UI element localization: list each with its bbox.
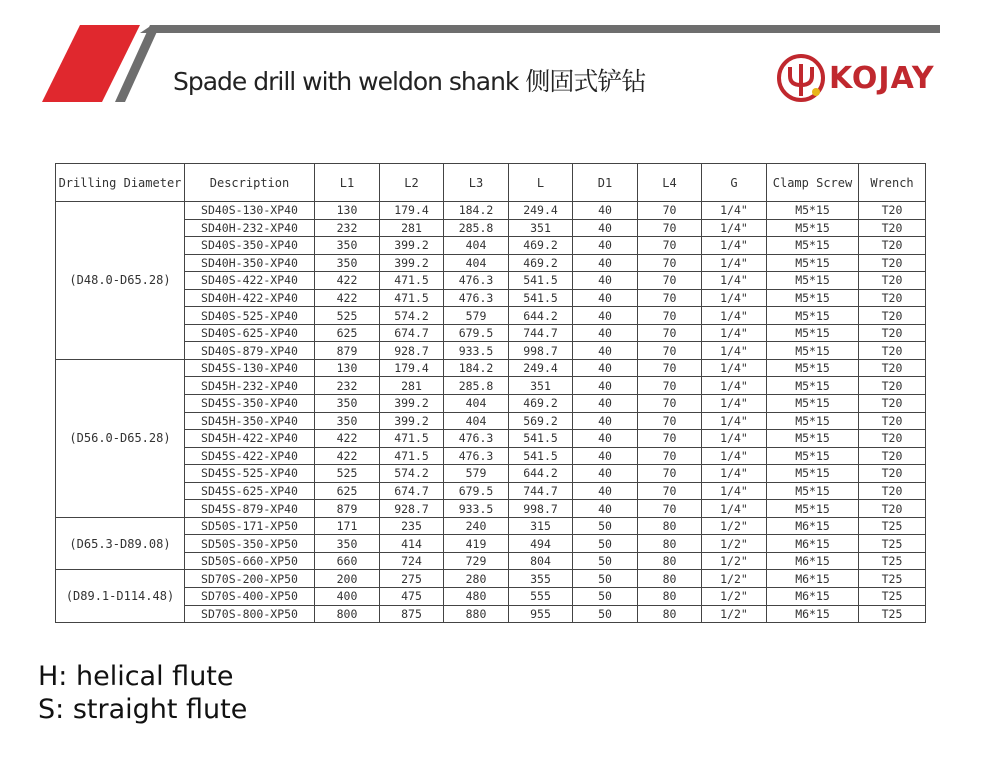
table-cell: 875 [380, 605, 444, 623]
table-cell: 70 [638, 307, 702, 325]
drilling-diameter-cell: (D48.0-D65.28) [56, 202, 185, 360]
table-cell: M5*15 [767, 219, 859, 237]
table-cell: 40 [573, 219, 638, 237]
table-cell: 70 [638, 412, 702, 430]
table-cell: M6*15 [767, 570, 859, 588]
table-cell: 80 [638, 605, 702, 623]
table-cell: M5*15 [767, 272, 859, 290]
table-cell: 70 [638, 430, 702, 448]
table-cell: 476.3 [444, 272, 509, 290]
header-cell: D1 [573, 164, 638, 202]
table-cell: 184.2 [444, 359, 509, 377]
table-cell: 70 [638, 202, 702, 220]
table-cell: M5*15 [767, 342, 859, 360]
table-cell: 1/2" [702, 605, 767, 623]
table-cell: 744.7 [509, 324, 573, 342]
table-cell: 1/4" [702, 202, 767, 220]
table-cell: SD40H-422-XP40 [185, 289, 315, 307]
table-cell: 541.5 [509, 289, 573, 307]
table-row [56, 430, 926, 448]
table-cell: 660 [315, 552, 380, 570]
table-cell: T20 [859, 377, 926, 395]
table-cell: 1/4" [702, 324, 767, 342]
table-cell: T25 [859, 570, 926, 588]
table-cell: 281 [380, 219, 444, 237]
table-cell: 249.4 [509, 359, 573, 377]
table-cell: SD45S-130-XP40 [185, 359, 315, 377]
table-cell: 800 [315, 605, 380, 623]
header-cell: G [702, 164, 767, 202]
table-cell: T20 [859, 412, 926, 430]
table-cell: M5*15 [767, 254, 859, 272]
table-cell: 40 [573, 482, 638, 500]
table-cell: 679.5 [444, 482, 509, 500]
table-cell: 50 [573, 588, 638, 606]
table-cell: 249.4 [509, 202, 573, 220]
table-row [56, 254, 926, 272]
table-cell: 471.5 [380, 447, 444, 465]
table-cell: 469.2 [509, 254, 573, 272]
table-cell: 40 [573, 447, 638, 465]
table-cell: 1/4" [702, 289, 767, 307]
table-row [56, 482, 926, 500]
table-row [56, 359, 926, 377]
table-cell: 350 [315, 535, 380, 553]
table-cell: M5*15 [767, 377, 859, 395]
table-cell: M6*15 [767, 605, 859, 623]
table-cell: 928.7 [380, 342, 444, 360]
drilling-diameter-cell: (D89.1-D114.48) [56, 570, 185, 623]
table-cell: 285.8 [444, 219, 509, 237]
table-cell: SD50S-350-XP50 [185, 535, 315, 553]
table-row [56, 588, 926, 606]
table-cell: 40 [573, 465, 638, 483]
table-cell: T20 [859, 307, 926, 325]
table-header-row [56, 164, 926, 202]
table-cell: 350 [315, 237, 380, 255]
table-cell: SD50S-660-XP50 [185, 552, 315, 570]
table-cell: 281 [380, 377, 444, 395]
table-cell: 414 [380, 535, 444, 553]
table-cell: 1/4" [702, 272, 767, 290]
table-cell: T20 [859, 500, 926, 518]
table-cell: T20 [859, 430, 926, 448]
header-cell: Wrench [859, 164, 926, 202]
table-cell: 70 [638, 482, 702, 500]
table-row [56, 447, 926, 465]
table-cell: 350 [315, 412, 380, 430]
table-cell: 422 [315, 447, 380, 465]
table-cell: 70 [638, 342, 702, 360]
table-cell: 1/4" [702, 342, 767, 360]
table-cell: 70 [638, 272, 702, 290]
table-row [56, 342, 926, 360]
table-cell: SD45S-625-XP40 [185, 482, 315, 500]
table-cell: 928.7 [380, 500, 444, 518]
table-cell: 541.5 [509, 447, 573, 465]
table-cell: 469.2 [509, 237, 573, 255]
table-cell: 315 [509, 517, 573, 535]
table-cell: 541.5 [509, 430, 573, 448]
header-cell: L2 [380, 164, 444, 202]
table-cell: T20 [859, 219, 926, 237]
table-cell: 40 [573, 359, 638, 377]
kojay-logo-icon [775, 52, 827, 104]
table-cell: 1/4" [702, 254, 767, 272]
table-cell: 280 [444, 570, 509, 588]
header-cell: Clamp Screw [767, 164, 859, 202]
table-cell: SD45S-879-XP40 [185, 500, 315, 518]
table-cell: SD70S-800-XP50 [185, 605, 315, 623]
table-cell: 674.7 [380, 324, 444, 342]
table-cell: 422 [315, 272, 380, 290]
table-cell: 285.8 [444, 377, 509, 395]
table-cell: 933.5 [444, 342, 509, 360]
table-cell: M6*15 [767, 552, 859, 570]
table-cell: 70 [638, 500, 702, 518]
table-cell: 476.3 [444, 289, 509, 307]
table-cell: 419 [444, 535, 509, 553]
header-cell: Drilling Diameter [56, 164, 185, 202]
table-cell: 240 [444, 517, 509, 535]
table-cell: 400 [315, 588, 380, 606]
table-cell: 471.5 [380, 272, 444, 290]
table-cell: 879 [315, 342, 380, 360]
table-cell: 50 [573, 535, 638, 553]
table-row [56, 465, 926, 483]
table-cell: T20 [859, 272, 926, 290]
header-cell: L1 [315, 164, 380, 202]
legend-helical: H: helical flute [38, 661, 234, 692]
table-cell: 1/4" [702, 219, 767, 237]
table-cell: M5*15 [767, 447, 859, 465]
table-cell: 70 [638, 254, 702, 272]
table-cell: 404 [444, 395, 509, 413]
table-cell: 275 [380, 570, 444, 588]
table-cell: 525 [315, 465, 380, 483]
table-cell: T20 [859, 447, 926, 465]
company-logo [775, 52, 945, 108]
table-cell: 70 [638, 377, 702, 395]
table-cell: T20 [859, 465, 926, 483]
table-row [56, 289, 926, 307]
table-cell: 235 [380, 517, 444, 535]
table-cell: M5*15 [767, 412, 859, 430]
header-cell: L [509, 164, 573, 202]
table-cell: 40 [573, 395, 638, 413]
table-cell: 40 [573, 412, 638, 430]
table-cell: 674.7 [380, 482, 444, 500]
table-cell: 40 [573, 324, 638, 342]
table-cell: 879 [315, 500, 380, 518]
table-cell: 70 [638, 324, 702, 342]
table-cell: 525 [315, 307, 380, 325]
table-cell: SD40S-422-XP40 [185, 272, 315, 290]
table-cell: 1/4" [702, 237, 767, 255]
table-row [56, 552, 926, 570]
table-cell: SD45S-525-XP40 [185, 465, 315, 483]
table-cell: 40 [573, 289, 638, 307]
table-cell: T20 [859, 324, 926, 342]
table-cell: M5*15 [767, 482, 859, 500]
logo-text: KOJAY [829, 61, 935, 96]
table-cell: SD40H-232-XP40 [185, 219, 315, 237]
table-cell: 1/4" [702, 395, 767, 413]
table-cell: 50 [573, 552, 638, 570]
table-row [56, 500, 926, 518]
table-cell: 475 [380, 588, 444, 606]
table-cell: SD40S-879-XP40 [185, 342, 315, 360]
table-cell: 422 [315, 289, 380, 307]
table-cell: SD45S-422-XP40 [185, 447, 315, 465]
table-cell: SD70S-400-XP50 [185, 588, 315, 606]
table-cell: T20 [859, 202, 926, 220]
table-cell: 541.5 [509, 272, 573, 290]
table-row [56, 324, 926, 342]
table-cell: M6*15 [767, 588, 859, 606]
table-cell: SD45H-422-XP40 [185, 430, 315, 448]
table-cell: SD45H-232-XP40 [185, 377, 315, 395]
table-row [56, 570, 926, 588]
table-cell: 179.4 [380, 202, 444, 220]
table-cell: 1/2" [702, 570, 767, 588]
table-cell: 70 [638, 359, 702, 377]
table-cell: 50 [573, 570, 638, 588]
table-cell: 70 [638, 465, 702, 483]
table-cell: 404 [444, 237, 509, 255]
table-cell: T25 [859, 535, 926, 553]
table-cell: M5*15 [767, 307, 859, 325]
header-cell: L4 [638, 164, 702, 202]
table-cell: 579 [444, 465, 509, 483]
table-cell: 1/4" [702, 359, 767, 377]
table-cell: 80 [638, 535, 702, 553]
table-cell: 555 [509, 588, 573, 606]
table-cell: 1/2" [702, 517, 767, 535]
table-cell: 399.2 [380, 395, 444, 413]
table-cell: 744.7 [509, 482, 573, 500]
table-cell: 232 [315, 377, 380, 395]
table-cell: M6*15 [767, 517, 859, 535]
table-cell: 404 [444, 412, 509, 430]
table-cell: 1/4" [702, 430, 767, 448]
table-cell: 1/4" [702, 377, 767, 395]
table-row [56, 517, 926, 535]
table-cell: 80 [638, 517, 702, 535]
table-row [56, 202, 926, 220]
table-cell: 625 [315, 482, 380, 500]
table-cell: 644.2 [509, 307, 573, 325]
table-cell: 70 [638, 289, 702, 307]
table-cell: 804 [509, 552, 573, 570]
table-cell: 40 [573, 430, 638, 448]
table-cell: SD70S-200-XP50 [185, 570, 315, 588]
table-cell: 130 [315, 202, 380, 220]
table-cell: SD50S-171-XP50 [185, 517, 315, 535]
table-cell: 729 [444, 552, 509, 570]
table-cell: 351 [509, 377, 573, 395]
table-cell: SD40S-350-XP40 [185, 237, 315, 255]
table-cell: M5*15 [767, 324, 859, 342]
table-cell: 40 [573, 237, 638, 255]
table-row [56, 307, 926, 325]
spec-table [55, 163, 926, 623]
table-cell: T25 [859, 605, 926, 623]
drilling-diameter-cell: (D65.3-D89.08) [56, 517, 185, 570]
table-cell: 724 [380, 552, 444, 570]
table-cell: 179.4 [380, 359, 444, 377]
table-cell: M5*15 [767, 465, 859, 483]
table-cell: 480 [444, 588, 509, 606]
table-row [56, 272, 926, 290]
table-cell: T20 [859, 289, 926, 307]
table-cell: 200 [315, 570, 380, 588]
table-cell: 40 [573, 377, 638, 395]
table-row [56, 237, 926, 255]
table-cell: M5*15 [767, 500, 859, 518]
table-cell: M6*15 [767, 535, 859, 553]
table-cell: 569.2 [509, 412, 573, 430]
table-cell: 355 [509, 570, 573, 588]
table-cell: 350 [315, 254, 380, 272]
table-cell: 471.5 [380, 430, 444, 448]
table-cell: 70 [638, 395, 702, 413]
table-cell: T20 [859, 254, 926, 272]
table-cell: 40 [573, 202, 638, 220]
header-cell: L3 [444, 164, 509, 202]
table-cell: 232 [315, 219, 380, 237]
table-cell: 998.7 [509, 500, 573, 518]
table-cell: SD40S-130-XP40 [185, 202, 315, 220]
table-cell: 70 [638, 237, 702, 255]
table-cell: 399.2 [380, 254, 444, 272]
table-cell: 80 [638, 570, 702, 588]
table-cell: 933.5 [444, 500, 509, 518]
table-cell: T20 [859, 237, 926, 255]
gray-stripe [140, 25, 940, 33]
table-cell: T20 [859, 482, 926, 500]
table-cell: 184.2 [444, 202, 509, 220]
table-cell: 70 [638, 447, 702, 465]
table-cell: T25 [859, 517, 926, 535]
table-cell: 880 [444, 605, 509, 623]
flute-legend [38, 660, 247, 726]
table-cell: 399.2 [380, 412, 444, 430]
table-cell: 1/4" [702, 412, 767, 430]
table-cell: M5*15 [767, 359, 859, 377]
table-cell: 998.7 [509, 342, 573, 360]
table-cell: 1/2" [702, 535, 767, 553]
table-cell: 171 [315, 517, 380, 535]
table-cell: 476.3 [444, 430, 509, 448]
table-cell: 70 [638, 219, 702, 237]
table-cell: 40 [573, 500, 638, 518]
table-cell: 40 [573, 342, 638, 360]
table-row [56, 377, 926, 395]
table-cell: 399.2 [380, 237, 444, 255]
table-cell: 422 [315, 430, 380, 448]
table-row [56, 535, 926, 553]
table-cell: 574.2 [380, 307, 444, 325]
table-cell: 476.3 [444, 447, 509, 465]
table-row [56, 412, 926, 430]
drilling-diameter-cell: (D56.0-D65.28) [56, 359, 185, 517]
table-cell: 1/4" [702, 482, 767, 500]
table-cell: 40 [573, 254, 638, 272]
table-cell: SD40H-350-XP40 [185, 254, 315, 272]
table-cell: 471.5 [380, 289, 444, 307]
table-cell: 40 [573, 272, 638, 290]
table-row [56, 219, 926, 237]
header-cell: Description [185, 164, 315, 202]
table-cell: M5*15 [767, 430, 859, 448]
table-cell: 1/4" [702, 447, 767, 465]
table-row [56, 395, 926, 413]
table-cell: 579 [444, 307, 509, 325]
table-cell: T20 [859, 359, 926, 377]
table-cell: M5*15 [767, 202, 859, 220]
table-cell: 80 [638, 588, 702, 606]
table-cell: 625 [315, 324, 380, 342]
page-title: Spade drill with weldon shank 侧固式铲钻 [173, 67, 646, 96]
table-cell: T20 [859, 342, 926, 360]
table-cell: SD40S-525-XP40 [185, 307, 315, 325]
table-cell: M5*15 [767, 237, 859, 255]
table-cell: 50 [573, 605, 638, 623]
table-cell: 404 [444, 254, 509, 272]
legend-straight: S: straight flute [38, 694, 248, 725]
table-cell: 1/4" [702, 500, 767, 518]
table-cell: 469.2 [509, 395, 573, 413]
table-cell: 1/2" [702, 552, 767, 570]
table-row [56, 605, 926, 623]
table-cell: 351 [509, 219, 573, 237]
table-cell: 80 [638, 552, 702, 570]
table-cell: 1/4" [702, 465, 767, 483]
table-cell: T25 [859, 588, 926, 606]
table-cell: 1/2" [702, 588, 767, 606]
table-cell: 1/4" [702, 307, 767, 325]
table-cell: 574.2 [380, 465, 444, 483]
table-cell: T25 [859, 552, 926, 570]
table-cell: 50 [573, 517, 638, 535]
table-cell: M5*15 [767, 395, 859, 413]
table-cell: 40 [573, 307, 638, 325]
table-cell: 955 [509, 605, 573, 623]
table-cell: M5*15 [767, 289, 859, 307]
table-cell: 350 [315, 395, 380, 413]
table-cell: SD45S-350-XP40 [185, 395, 315, 413]
table-cell: 130 [315, 359, 380, 377]
table-cell: T20 [859, 395, 926, 413]
table-cell: SD45H-350-XP40 [185, 412, 315, 430]
table-cell: 644.2 [509, 465, 573, 483]
table-cell: 494 [509, 535, 573, 553]
table-cell: SD40S-625-XP40 [185, 324, 315, 342]
table-cell: 679.5 [444, 324, 509, 342]
